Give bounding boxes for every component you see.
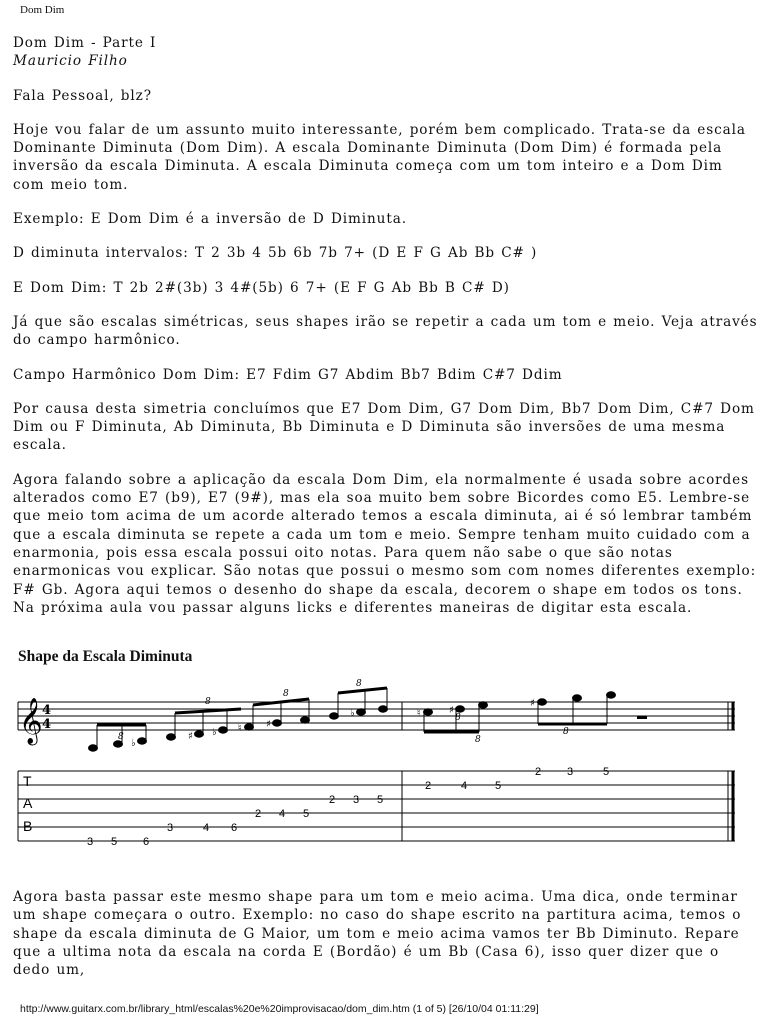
svg-text:♭: ♭ xyxy=(131,738,136,749)
ottava-mark: 8 xyxy=(475,735,481,745)
tab-clef xyxy=(23,773,33,834)
article-author: Mauricio Filho xyxy=(13,53,128,70)
paragraph-intro: Hoje vou falar de um assunto muito interessante, porém bem complicado. Trata-se da escala Dominante Diminuta (Dom Dim). A escala Dominante Diminuta (Dom Dim) é formada pela inversão da escala Diminuta. A escala Diminuta começa com um tom inteiro e a Dom Dim com meio tom. xyxy=(13,121,746,193)
article-body xyxy=(13,34,758,633)
svg-text:♭: ♭ xyxy=(350,708,355,719)
svg-text:♯: ♯ xyxy=(266,719,271,730)
notes xyxy=(89,688,648,751)
paragraph-symmetry: Por causa desta simetria concluímos que E7 Dom Dim, G7 Dom Dim, Bb7 Dom Dim, C#7 Dom Dim ou F Diminuta, Ab Diminuta, Bb Diminuta e D Diminuta são inversões de uma mesma escala. xyxy=(13,400,755,454)
svg-text:♮: ♮ xyxy=(238,723,242,734)
paragraph-e-dom-dim: E Dom Dim: T 2b 2#(3b) 3 4#(5b) 6 7+ (E F G Ab Bb B C# D) xyxy=(13,279,510,296)
svg-text:♭: ♭ xyxy=(212,727,217,738)
svg-text:♯: ♯ xyxy=(530,698,535,709)
tab-clef-t: T xyxy=(23,773,32,789)
ottava-mark: 8 xyxy=(563,727,569,737)
time-signature xyxy=(42,703,51,732)
tab-fret-number: 5 xyxy=(495,780,502,792)
paragraph-example: Exemplo: E Dom Dim é a inversão de D Diminuta. xyxy=(13,211,407,228)
scale-notation-figure xyxy=(15,668,740,848)
tab-fret-number: 4 xyxy=(203,822,210,834)
tab-fret-numbers xyxy=(87,766,609,848)
article-title: Dom Dim - Parte I xyxy=(13,35,157,51)
ottava-mark: 8 xyxy=(205,697,211,707)
ottava-mark: 8 xyxy=(118,732,124,742)
tab-fret-number: 3 xyxy=(567,766,574,778)
ottava-mark: 8 xyxy=(455,713,461,723)
svg-text:♯: ♯ xyxy=(449,705,454,716)
tab-fret-number: 3 xyxy=(87,836,94,848)
tab-fret-number: 3 xyxy=(167,822,174,834)
tab-staff xyxy=(18,771,735,841)
paragraph-greeting: Fala Pessoal, blz? xyxy=(13,87,152,104)
page-header: Dom Dim xyxy=(20,4,65,16)
page-footer-url: http://www.guitarx.com.br/library_html/escalas%20e%20improvisacao/dom_dim.htm (1 of 5) [26/10/04 01:11:29] xyxy=(20,1003,539,1015)
tab-fret-number: 4 xyxy=(279,808,286,820)
time-signature-bottom: 4 xyxy=(42,717,52,732)
paragraph-after-figure: Agora basta passar este mesmo shape para um tom e meio acima. Uma dica, onde terminar um shape começara o outro. Exemplo: no caso do shape escrito na partitura acima, temos o shape da escala diminuta de G Maior, um tom e meio acima vamos ter Bb Diminuto. Repare que a ultima nota da escala na corda E (Bordão) é um Bb (Casa 6), isso quer dizer que o dedo um, xyxy=(13,889,742,979)
tab-fret-number: 2 xyxy=(329,794,336,806)
tab-fret-number: 6 xyxy=(231,822,238,834)
ottava-mark: 8 xyxy=(283,689,289,699)
svg-text:♮: ♮ xyxy=(417,708,421,719)
tab-fret-number: 2 xyxy=(255,808,262,820)
tab-fret-number: 5 xyxy=(377,794,384,806)
paragraph-symmetric: Já que são escalas simétricas, seus shapes irão se repetir a cada um tom e meio. Veja através do campo harmônico. xyxy=(13,313,758,349)
tab-fret-number: 5 xyxy=(603,766,610,778)
tab-fret-number: 2 xyxy=(425,780,432,792)
tab-clef-a: A xyxy=(23,795,33,811)
paragraph-campo-harmonico: Campo Harmônico Dom Dim: E7 Fdim G7 Abdim Bb7 Bdim C#7 Ddim xyxy=(13,366,563,383)
paragraph-d-diminuta: D diminuta intervalos: T 2 3b 4 5b 6b 7b 7+ (D E F G Ab Bb C# ) xyxy=(13,245,538,262)
tab-fret-number: 6 xyxy=(143,836,150,848)
figure-title: Shape da Escala Diminuta xyxy=(18,648,193,665)
tab-clef-b: B xyxy=(23,818,33,834)
tab-fret-number: 5 xyxy=(303,808,310,820)
paragraph-application: Agora falando sobre a aplicação da escala Dom Dim, ela normalmente é usada sobre acordes alterados como E7 (b9), E7 (9#), mas ela soa muito bem sobre Bicordes como E5. Lembre-se que meio tom acima de um acorde alterado temos a escala diminuta, ai é só lembrar também que a escala diminuta se repete a cada um tom e meio. Sempre tenham muito cuidado com a enarmonia, pois essa escala possui oito notas. Para quem não sabe o que são notas enarmonicas vou explicar. São notas que possui o mesmo som com nomes diferentes exemplo: F# Gb. Agora aqui temos o desenho do shape da escala, decorem o shape em todos os tons. Na próxima aula vou passar alguns licks e diferentes maneiras de digitar esta escala. xyxy=(13,471,757,616)
tab-fret-number: 5 xyxy=(111,836,118,848)
treble-clef: 𝄞 xyxy=(19,698,43,744)
tab-fret-number: 3 xyxy=(353,794,360,806)
tab-fret-number: 4 xyxy=(461,780,468,792)
time-signature-top: 4 xyxy=(42,703,52,718)
tab-fret-number: 2 xyxy=(535,766,542,778)
svg-text:♯: ♯ xyxy=(188,731,193,742)
ottava-mark: 8 xyxy=(356,679,362,689)
